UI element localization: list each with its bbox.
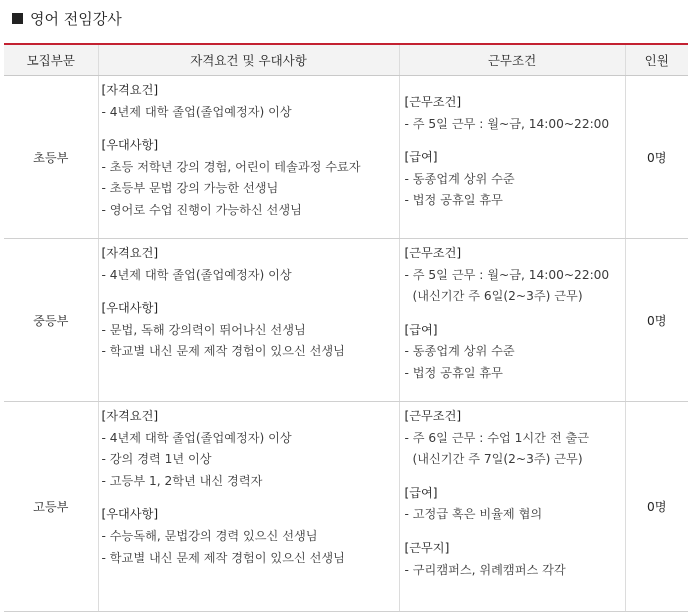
header-requirements: 자격요건 및 우대사항: [98, 44, 399, 76]
square-bullet-icon: [12, 13, 23, 24]
list-item: - 주 6일 근무 : 수업 1시간 전 출근: [404, 430, 590, 445]
division-cell: 중등부: [4, 239, 98, 402]
list-item: - 4년제 대학 졸업(졸업예정자) 이상: [101, 267, 292, 282]
list-item: - 4년제 대학 졸업(졸업예정자) 이상: [101, 104, 292, 119]
section-heading: [근무지]: [404, 540, 450, 555]
list-item: - 주 5일 근무 : 월~금, 14:00~22:00: [404, 116, 610, 131]
list-item: [405, 471, 625, 483]
list-item: [405, 135, 625, 147]
conditions-cell: [399, 239, 625, 402]
count-cell: 0명: [625, 76, 688, 239]
division-cell: 고등부: [4, 402, 98, 612]
list-item: - 법정 공휴일 휴무: [404, 193, 503, 208]
count-cell: 0명: [625, 239, 688, 402]
list-item: (내신기간 주 7일(2~3주) 근무): [412, 452, 583, 467]
header-count: 인원: [625, 44, 688, 76]
list-item: [405, 526, 625, 538]
requirements-cell: [98, 402, 399, 612]
section-heading: [급여]: [404, 150, 438, 165]
list-item: [405, 308, 625, 320]
section-heading: [자격요건]: [101, 83, 159, 97]
table-header-row: [4, 44, 688, 76]
header-division: 모집부문: [4, 44, 98, 76]
list-item: - 주 5일 근무 : 월~금, 14:00~22:00: [404, 267, 610, 282]
header-conditions: 근무조건: [399, 44, 625, 76]
section-title-text: 영어 전임강사: [30, 10, 122, 28]
list-item: - 동종업계 상위 수준: [404, 344, 515, 359]
requirements-cell: [98, 76, 399, 239]
conditions-cell: [399, 76, 625, 239]
list-item: - 고등부 1, 2학년 내신 경력자: [101, 473, 263, 488]
list-item: - 학교별 내신 문제 제작 경험이 있으신 선생님: [101, 550, 345, 565]
section-heading: [우대사항]: [101, 507, 159, 522]
section-heading: [우대사항]: [101, 301, 159, 316]
section-heading: [근무조건]: [404, 409, 462, 423]
list-item: - 구리캠퍼스, 위례캠퍼스 각각: [404, 562, 566, 577]
table-row: [4, 76, 688, 239]
section-title: [12, 8, 122, 29]
list-item: [102, 123, 399, 135]
list-item: - 강의 경력 1년 이상: [101, 452, 212, 467]
table-row: [4, 239, 688, 402]
list-item: [102, 286, 399, 298]
list-item: - 수능독해, 문법강의 경력 있으신 선생님: [101, 528, 318, 543]
section-heading: [자격요건]: [101, 246, 159, 260]
list-item: (내신기간 주 6일(2~3주) 근무): [412, 289, 583, 304]
conditions-cell: [399, 402, 625, 612]
requirements-cell: [98, 239, 399, 402]
list-item: - 초등부 문법 강의 가능한 선생님: [101, 181, 279, 196]
list-item: - 영어로 수업 진행이 가능하신 선생님: [101, 202, 302, 217]
count-cell: 0명: [625, 402, 688, 612]
division-cell: 초등부: [4, 76, 98, 239]
list-item: - 초등 저학년 강의 경험, 어린이 테솔과정 수료자: [101, 159, 361, 174]
section-heading: [자격요건]: [101, 409, 159, 423]
list-item: - 문법, 독해 강의력이 뛰어나신 선생님: [101, 322, 306, 337]
recruitment-table: [4, 43, 688, 612]
list-item: [405, 80, 625, 92]
section-heading: [근무조건]: [404, 246, 462, 260]
list-item: - 4년제 대학 졸업(졸업예정자) 이상: [101, 430, 292, 445]
section-heading: [근무조건]: [404, 95, 462, 109]
list-item: - 법정 공휴일 휴무: [404, 365, 503, 380]
table-row: [4, 402, 688, 612]
section-heading: [우대사항]: [101, 138, 159, 153]
list-item: - 고정급 혹은 비율제 협의: [404, 507, 543, 522]
list-item: - 동종업계 상위 수준: [404, 171, 515, 186]
list-item: [102, 492, 399, 504]
section-heading: [급여]: [404, 485, 438, 500]
section-heading: [급여]: [404, 322, 438, 337]
list-item: - 학교별 내신 문제 제작 경험이 있으신 선생님: [101, 344, 345, 359]
